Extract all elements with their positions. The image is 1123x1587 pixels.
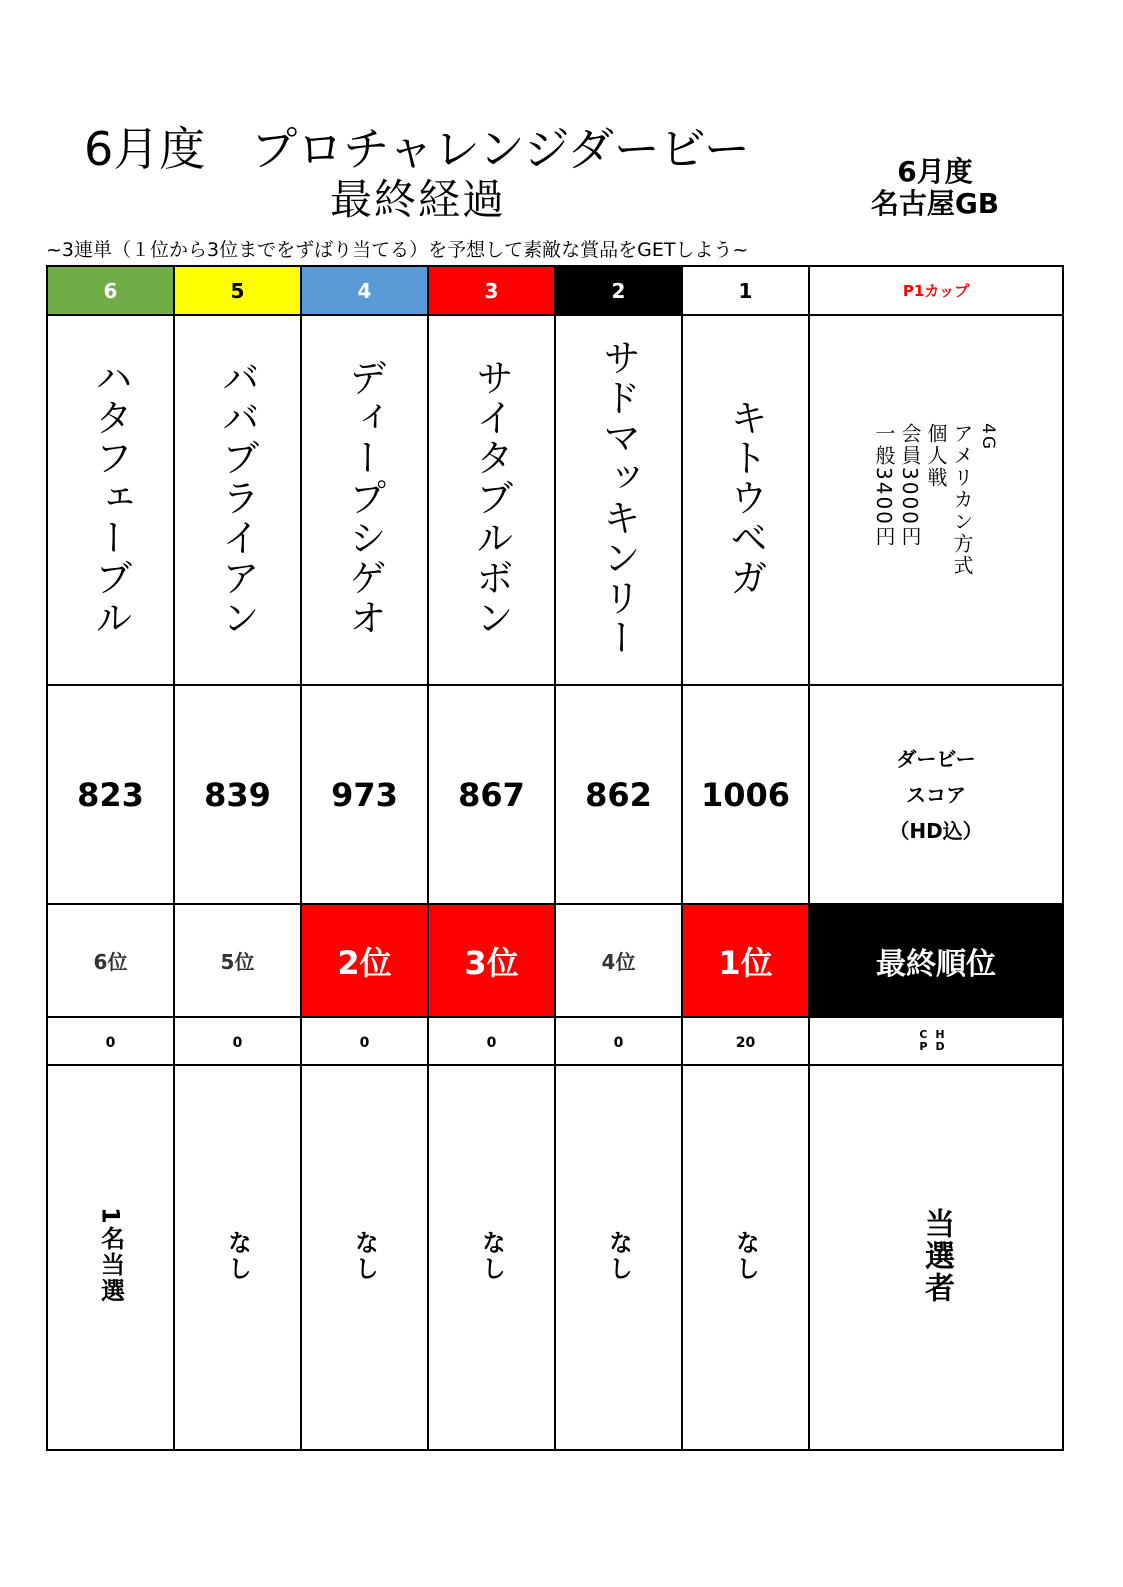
lane-3-header: 3	[428, 266, 555, 315]
chpd-value: 0	[613, 1034, 624, 1051]
score-cell	[174, 685, 301, 904]
chpd-cell	[682, 1017, 809, 1065]
score-cell	[47, 685, 174, 904]
player-cell	[47, 315, 174, 685]
score-value: 1006	[700, 775, 791, 814]
venue-block	[860, 156, 1010, 220]
chpd-value: 0	[486, 1034, 497, 1051]
rank-cell	[555, 904, 682, 1017]
player-name: ハタフェーブル	[88, 358, 133, 638]
rule-format: アメリカン方式	[950, 423, 974, 577]
rules-cell	[809, 315, 1063, 685]
rank-cell-highlight	[301, 904, 428, 1017]
chpd-label-line: PD	[919, 1040, 953, 1053]
player-cell	[428, 315, 555, 685]
lane-header-row	[47, 266, 1063, 315]
rule-general-fee: 一般3400円	[872, 423, 896, 548]
winner-value: 1名当選	[96, 1207, 125, 1304]
player-cell	[301, 315, 428, 685]
rank-value: 3位	[464, 943, 519, 982]
score-cell	[682, 685, 809, 904]
lane-4-header: 4	[301, 266, 428, 315]
rank-row	[47, 904, 1063, 1017]
chpd-cell	[301, 1017, 428, 1065]
player-cell	[555, 315, 682, 685]
winner-value: なし	[604, 1229, 633, 1282]
winner-cell	[301, 1065, 428, 1450]
page-title: 6月度 プロチャレンジダービー	[84, 122, 750, 176]
winner-row	[47, 1065, 1063, 1450]
score-label-line: ダービー	[896, 746, 976, 771]
lane-1-header: 1	[682, 266, 809, 315]
venue-month: 6月度	[897, 155, 973, 188]
chpd-value: 0	[105, 1034, 116, 1051]
chpd-label-line: CH	[919, 1028, 953, 1041]
score-cell	[428, 685, 555, 904]
player-name: ディープシゲオ	[342, 358, 387, 638]
final-rank-label: 最終順位	[876, 946, 996, 982]
chpd-value: 0	[232, 1034, 243, 1051]
player-cell	[682, 315, 809, 685]
rank-value: 1位	[718, 943, 773, 982]
score-row	[47, 685, 1063, 904]
player-name: ババブライアン	[215, 358, 260, 638]
winner-cell	[174, 1065, 301, 1450]
rank-value: 5位	[220, 950, 255, 974]
winner-cell	[428, 1065, 555, 1450]
chpd-label-cell	[809, 1017, 1063, 1065]
winner-value: なし	[223, 1229, 252, 1282]
rank-cell	[174, 904, 301, 1017]
player-name: サイタブルボン	[469, 358, 514, 638]
score-label-cell	[809, 685, 1063, 904]
winner-cell	[555, 1065, 682, 1450]
lane-5-header: 5	[174, 266, 301, 315]
final-rank-label-cell	[809, 904, 1063, 1017]
winner-cell	[47, 1065, 174, 1450]
chpd-value: 20	[735, 1034, 756, 1051]
score-label-line: スコア	[906, 782, 966, 807]
cup-name: P1カップ	[809, 266, 1063, 315]
rule-type: 個人戦	[924, 423, 948, 489]
score-value: 867	[458, 775, 525, 814]
lane-2-header: 2	[555, 266, 682, 315]
rule-games: 4G	[978, 423, 998, 451]
winner-value: なし	[350, 1229, 379, 1282]
lane-6-header: 6	[47, 266, 174, 315]
winner-value: なし	[731, 1229, 760, 1282]
rank-value: 4位	[601, 950, 636, 974]
rank-cell-highlight	[428, 904, 555, 1017]
tagline: ~3連単（１位から3位までをずばり当てる）を予想して素敵な賞品をGETしよう~	[46, 239, 749, 261]
player-name: キトウベガ	[723, 398, 768, 598]
rank-value: 6位	[93, 950, 128, 974]
winner-label-cell	[809, 1065, 1063, 1450]
derby-table	[46, 265, 1064, 1451]
chpd-row	[47, 1017, 1063, 1065]
score-cell	[555, 685, 682, 904]
score-value: 839	[204, 775, 271, 814]
player-name-row	[47, 315, 1063, 685]
chpd-cell	[47, 1017, 174, 1065]
page-subtitle: 最終経過	[330, 175, 507, 224]
score-cell	[301, 685, 428, 904]
score-value: 973	[331, 775, 398, 814]
rank-cell	[47, 904, 174, 1017]
player-name: サドマッキンリー	[596, 338, 641, 658]
chpd-cell	[555, 1017, 682, 1065]
winner-label: 当選者	[919, 1207, 954, 1304]
venue-name: 名古屋GB	[870, 187, 1000, 220]
chpd-cell	[428, 1017, 555, 1065]
score-value: 862	[585, 775, 652, 814]
winner-value: なし	[477, 1229, 506, 1282]
score-value: 823	[77, 775, 144, 814]
rule-member-fee: 会員3000円	[898, 423, 922, 548]
rules-text	[872, 423, 1000, 577]
winner-cell	[682, 1065, 809, 1450]
chpd-cell	[174, 1017, 301, 1065]
chpd-value: 0	[359, 1034, 370, 1051]
score-label-line: （HD込）	[889, 818, 983, 843]
player-cell	[174, 315, 301, 685]
rank-cell-highlight	[682, 904, 809, 1017]
rank-value: 2位	[337, 943, 392, 982]
